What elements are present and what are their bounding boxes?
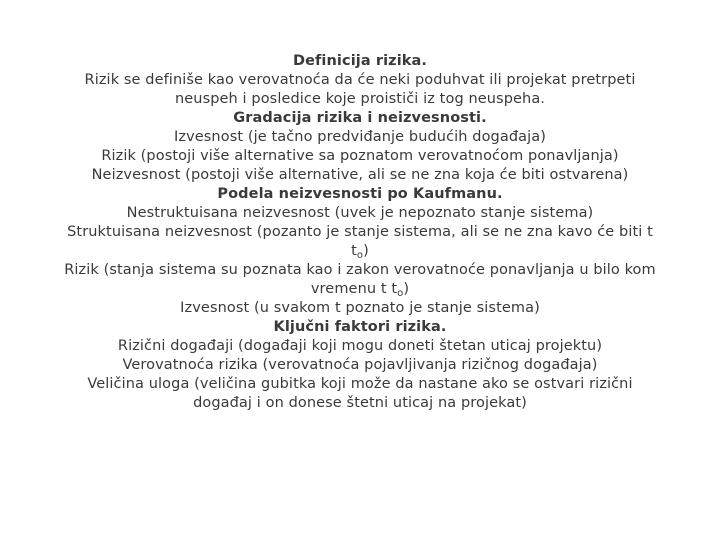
heading-kaufman: Podela neizvesnosti po Kaufmanu. [217,186,503,202]
gradation-uncertainty: Neizvesnost (postoji više alternative, ali se ne zna koja će biti ostvarena) [91,167,629,183]
kaufman-structured-close: ) [363,243,369,259]
factor-stake-size-line-2: događaj i on donese štetni uticaj na projekat) [193,395,527,411]
factor-risk-probability: Verovatnoća rizika (verovatnoća pojavljivanja rizičnog događaja) [122,357,598,373]
kaufman-risk-line-1: Rizik (stanja sistema su poznata kao i zakon verovatnoće ponavljanja u bilo kom [64,262,656,278]
kaufman-risk-line-2 [30,280,690,299]
gradation-risk: Rizik (postoji više alternative sa poznatom verovatnoćom ponavljanja) [101,148,619,164]
heading-risk-gradation: Gradacija rizika i neizvesnosti. [233,110,487,126]
definition-line-2: neuspeh i posledice koje proističi iz tog neuspeha. [174,91,546,107]
factor-stake-size-line-1: Veličina uloga (veličina gubitka koji može da nastane ako se ostvari rizični [87,376,633,392]
kaufman-structured-t: t [351,243,357,259]
kaufman-structured-line-1: Struktuisana neizvesnost (pozanto je stanje sistema, ali se ne zna kavo će biti t [67,224,653,240]
heading-key-factors: Ključni faktori rizika. [273,319,447,335]
definition-line-1: Rizik se definiše kao verovatnoća da će neki poduhvat ili projekat pretrpeti [84,72,636,88]
kaufman-risk-subscript: o [397,288,404,299]
slide-body [30,52,690,413]
kaufman-structured-line-2 [30,242,690,261]
heading-risk-definition: Definicija rizika. [292,53,428,69]
kaufman-risk-close: ) [403,281,410,297]
kaufman-structured-subscript: o [356,250,364,261]
gradation-certainty: Izvesnost (je tačno predviđanje budućih događaja) [173,129,547,145]
kaufman-risk-time: vremenu t t [310,281,398,297]
kaufman-unstructured: Nestruktuisana neizvesnost (uvek je nepoznato stanje sistema) [126,205,594,221]
factor-risk-events: Rizični događaji (događaji koji mogu doneti štetan uticaj projektu) [117,338,603,354]
kaufman-certainty: Izvesnost (u svakom t poznato je stanje sistema) [180,300,540,316]
